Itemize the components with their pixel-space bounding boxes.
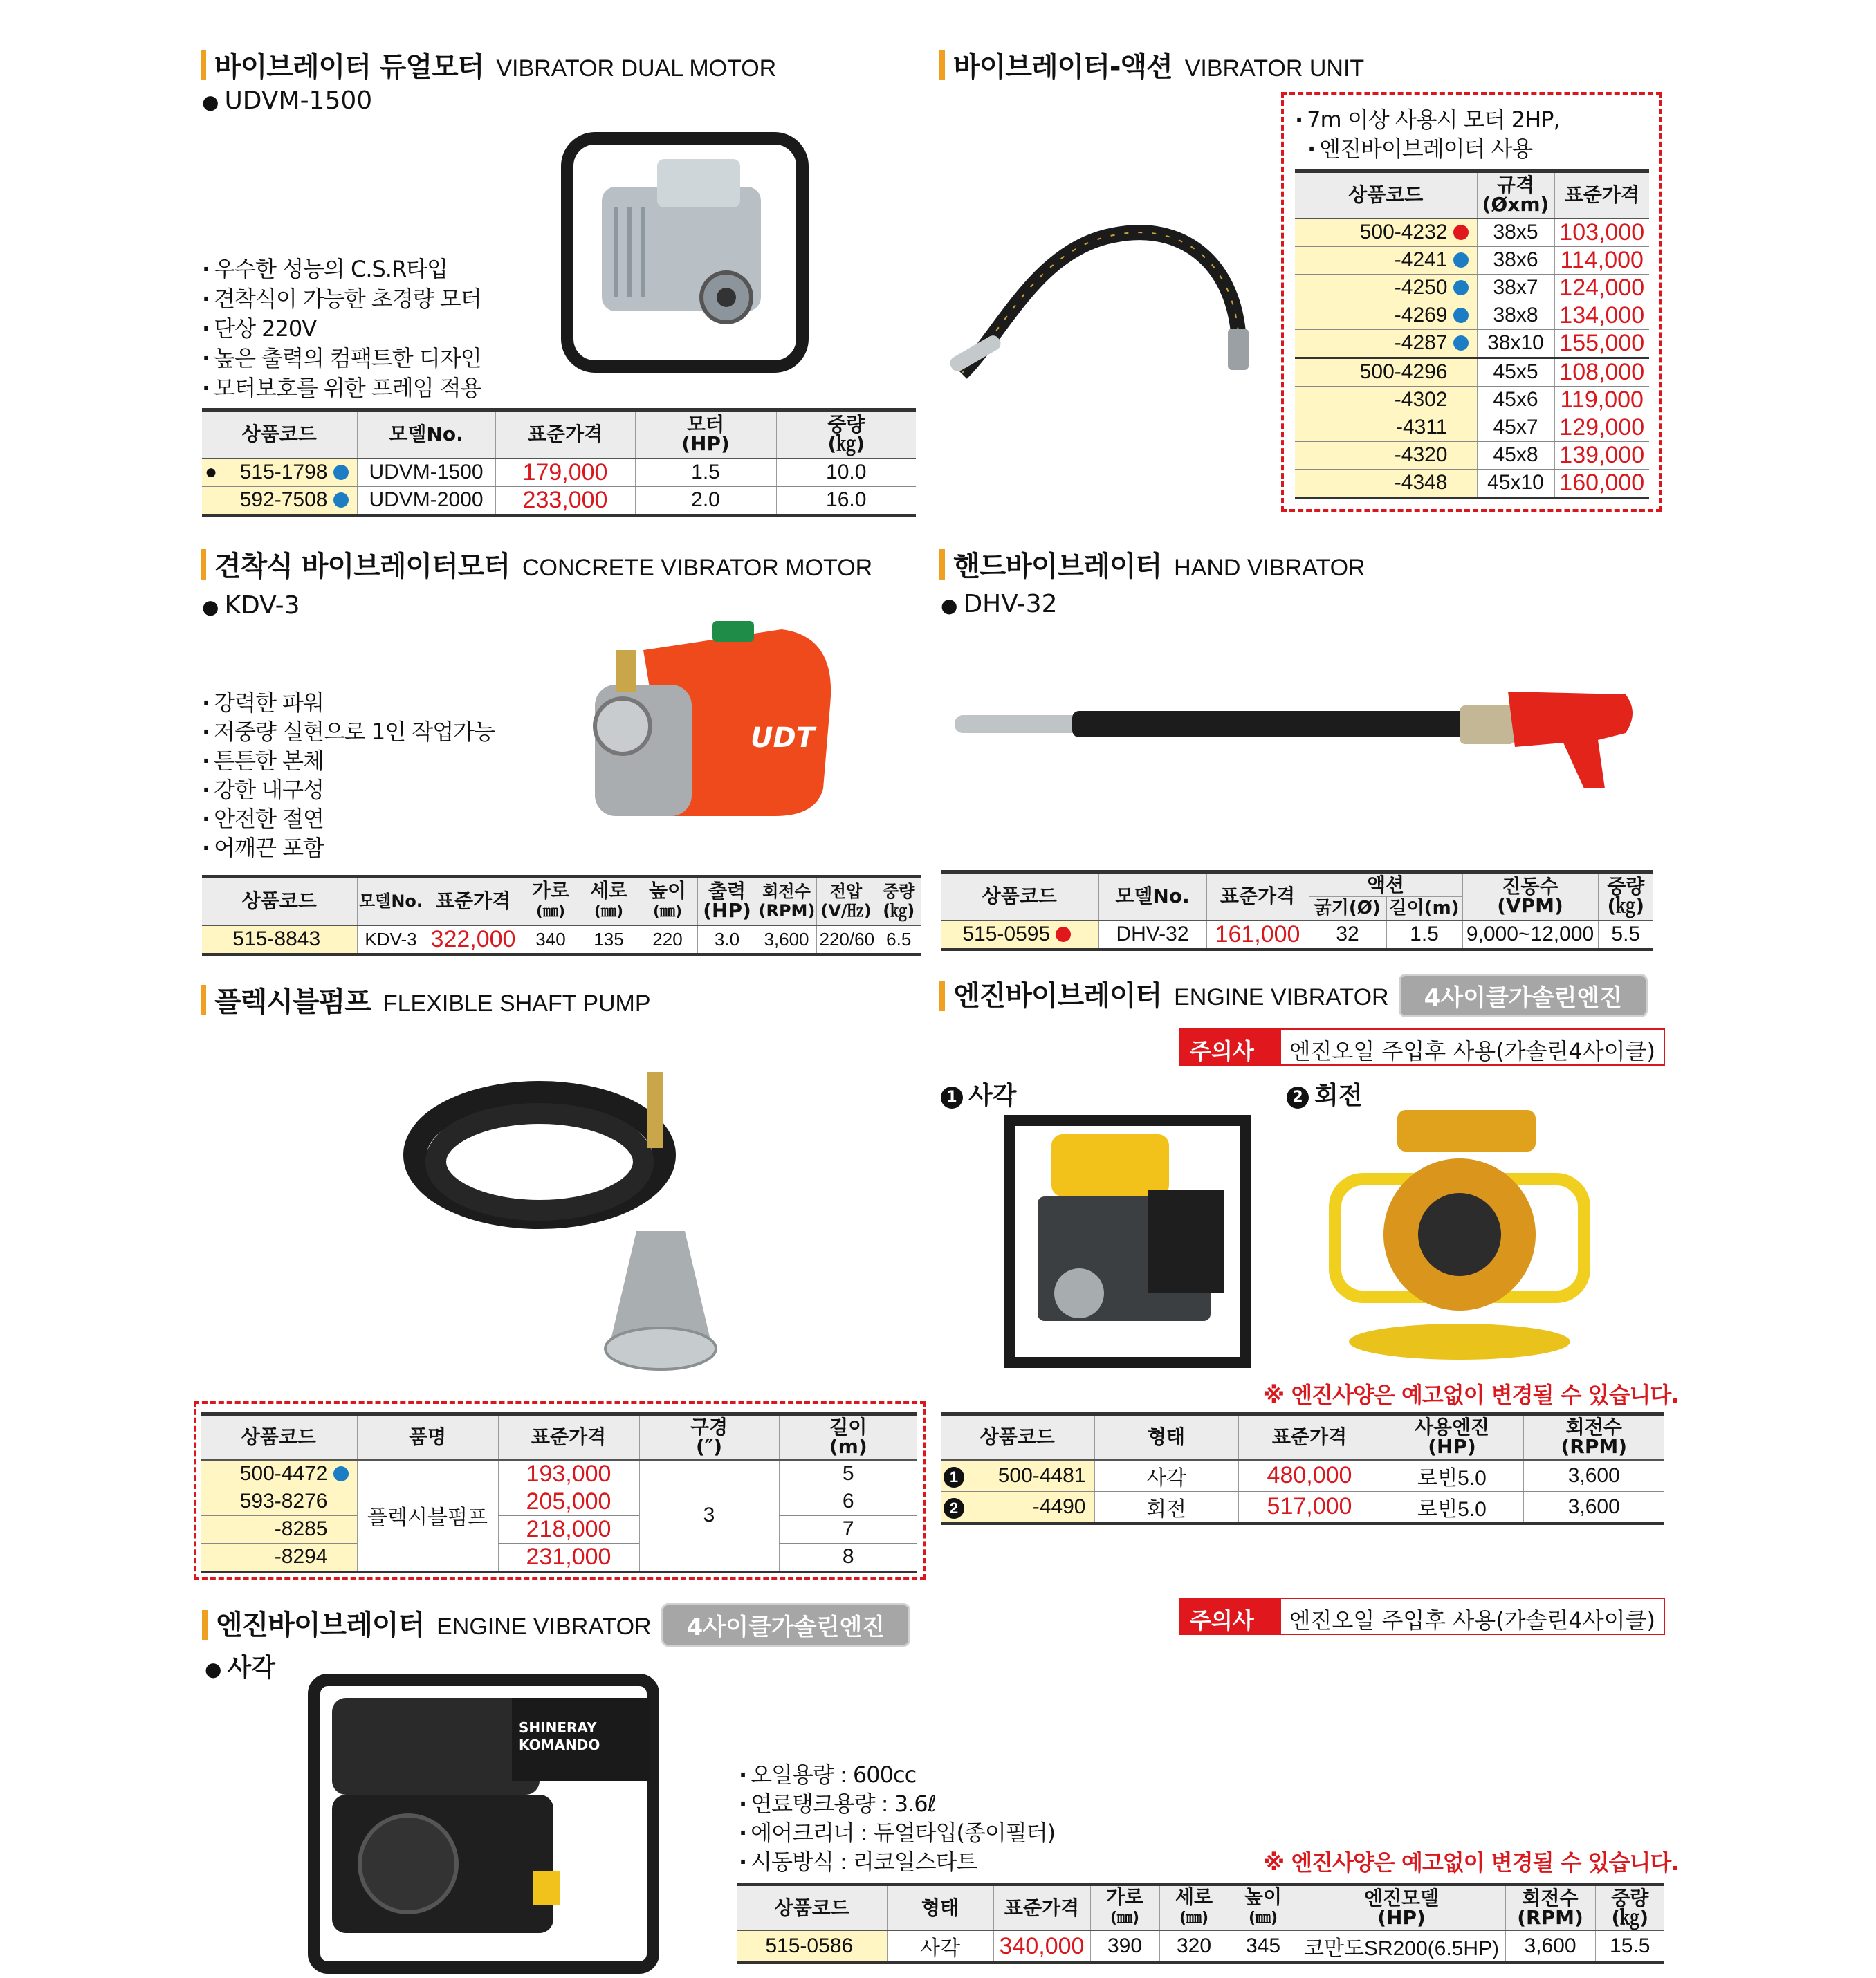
model-cell: KDV-3	[357, 925, 425, 954]
col-header: 길이(m)	[1386, 897, 1462, 921]
weight-cell: 16.0	[776, 486, 916, 515]
product-code: ● 515-1798	[202, 459, 357, 487]
vibrator-unit-table	[1295, 169, 1649, 499]
caution-label: 주의사항	[1180, 1599, 1281, 1634]
col-header: 출력 (HP)	[697, 877, 757, 925]
voltage-cell: 220/60	[816, 925, 876, 954]
col-header: 모델No.	[357, 410, 495, 459]
product-code: -8294	[201, 1543, 357, 1572]
product-code: 515-0595	[941, 921, 1098, 950]
product-code: -4269	[1295, 302, 1477, 329]
col-header: 세로 (㎜)	[580, 877, 638, 925]
col-header: 모델No.	[1098, 872, 1206, 921]
feature-item: · 모터보호를 위한 프레임 적용	[202, 373, 481, 403]
blue-dot-icon	[1453, 252, 1469, 268]
col-header: 모델No.	[357, 877, 425, 925]
engine-vibrator-table	[941, 1412, 1664, 1525]
note-line: · 엔진바이브레이터 사용	[1295, 134, 1560, 163]
depth-cell: 135	[580, 925, 638, 954]
table-row	[1295, 386, 1649, 414]
price-cell: 108,000	[1554, 358, 1649, 386]
spec-change-note: ※ 엔진사양은 예고없이 변경될 수 있습니다.	[1263, 1849, 1679, 1876]
size-cell: 38x10	[1477, 329, 1554, 358]
table-row	[1295, 358, 1649, 386]
price-cell: 160,000	[1554, 469, 1649, 498]
engine-komando-table	[737, 1883, 1664, 1964]
engine-cell: 로빈5.0	[1381, 1460, 1523, 1492]
col-header: 모터 (HP)	[635, 410, 776, 459]
col-header: 세로 (㎜)	[1159, 1885, 1229, 1931]
dual-motor-table	[202, 408, 916, 517]
engine-square-photo	[996, 1086, 1259, 1376]
col-header: 가로 (㎜)	[522, 877, 580, 925]
spec-list	[739, 1760, 1055, 1876]
col-header: 형태	[1094, 1414, 1238, 1460]
variant-label-rotary: 2 회전	[1287, 1076, 1363, 1111]
table-row	[1295, 219, 1649, 247]
size-cell: 45x10	[1477, 469, 1554, 498]
flexible-pump-table	[201, 1412, 917, 1573]
price-cell: 139,000	[1554, 441, 1649, 469]
col-header: 회전수 (RPM)	[757, 877, 816, 925]
col-header: 규격 (Øxm)	[1477, 172, 1554, 219]
table-row	[201, 1543, 917, 1572]
col-header: 높이 (㎜)	[638, 877, 697, 925]
hand-vibrator-photo	[948, 685, 1646, 809]
vpm-cell: 9,000~12,000	[1462, 921, 1598, 950]
col-header: 표준가격	[425, 877, 522, 925]
dual-motor-photo	[553, 124, 816, 387]
depth-cell: 320	[1159, 1930, 1229, 1963]
title-ko: 바이브레이터 듀얼모터	[214, 51, 484, 83]
length-cell: 8	[779, 1543, 917, 1572]
title-en: ENGINE VIBRATOR	[436, 1614, 652, 1640]
price-cell: 124,000	[1554, 274, 1649, 302]
table-row	[201, 1460, 917, 1488]
title-ko: 핸드바이브레이터	[953, 551, 1162, 582]
col-header: 사용엔진 (HP)	[1381, 1414, 1523, 1460]
variant-label-square: 1 사각	[941, 1076, 1017, 1111]
note-line: · 7m 이상 사용시 모터 2HP,	[1295, 105, 1560, 134]
red-dot-icon	[1056, 927, 1071, 942]
height-cell: 220	[638, 925, 697, 954]
feature-item: · 우수한 성능의 C.S.R타입	[202, 255, 481, 284]
price-cell: 480,000	[1238, 1460, 1381, 1492]
size-cell: 38x5	[1477, 219, 1554, 247]
product-code: -4311	[1295, 414, 1477, 441]
concrete-motor-photo	[567, 609, 844, 837]
section-title-vibrator-unit	[939, 45, 1364, 84]
model-cell: DHV-32	[1098, 921, 1206, 950]
flexible-pump-photo	[401, 1058, 726, 1383]
blue-dot-icon	[333, 465, 349, 480]
number-2-icon: 2	[1287, 1087, 1309, 1109]
title-en: ENGINE VIBRATOR	[1174, 984, 1389, 1010]
price-cell: 119,000	[1554, 386, 1649, 414]
product-code: -4287	[1295, 329, 1477, 358]
title-ko: 플렉시블펌프	[214, 986, 371, 1018]
col-header: 상품코드	[941, 872, 1098, 921]
caution-text: 엔진오일 주입후 사용(가솔린4사이클)	[1289, 1038, 1655, 1064]
price-cell: 218,000	[498, 1515, 639, 1543]
type-cell: 사각	[1094, 1460, 1238, 1492]
feature-item: · 어깨끈 포함	[202, 833, 495, 862]
length-cell: 7	[779, 1515, 917, 1543]
title-en: FLEXIBLE SHAFT PUMP	[383, 990, 651, 1017]
length-cell: 5	[779, 1460, 917, 1488]
size-cell: 45x8	[1477, 441, 1554, 469]
product-code: 500-4232	[1295, 219, 1477, 247]
section-title-hand-vibrator	[939, 544, 1365, 584]
title-en: CONCRETE VIBRATOR MOTOR	[522, 555, 873, 581]
rpm-cell: 3,600	[1523, 1460, 1664, 1492]
title-ko: 바이브레이터-액션	[953, 51, 1172, 83]
number-1-icon: 1	[944, 1467, 964, 1488]
feature-item: · 높은 출력의 컴팩트한 디자인	[202, 344, 481, 373]
model-cell: UDVM-2000	[357, 486, 495, 515]
title-accent-bar	[201, 549, 206, 580]
price-cell: 193,000	[498, 1460, 639, 1488]
table-row	[737, 1930, 1664, 1963]
spec-item: · 시동방식 : 리코일스타트	[739, 1847, 1055, 1876]
type-cell: 사각	[887, 1930, 993, 1963]
table-row	[1295, 414, 1649, 441]
title-ko: 견착식 바이브레이터모터	[214, 551, 510, 582]
caution-text: 엔진오일 주입후 사용(가솔린4사이클)	[1289, 1607, 1655, 1634]
shineray-logo: SHINERAY	[519, 1719, 597, 1736]
price-cell: 517,000	[1238, 1491, 1381, 1524]
length-cell: 6	[779, 1488, 917, 1515]
price-cell: 161,000	[1206, 921, 1309, 950]
size-cell: 45x7	[1477, 414, 1554, 441]
size-cell: 38x8	[1477, 302, 1554, 329]
col-header: 회전수 (RPM)	[1523, 1414, 1664, 1460]
feature-item: · 저중량 실현으로 1인 작업가능	[202, 717, 495, 746]
height-cell: 345	[1229, 1930, 1298, 1963]
unit-note	[1295, 105, 1560, 163]
price-cell: 205,000	[498, 1488, 639, 1515]
col-header: 중량 (㎏)	[1595, 1885, 1664, 1931]
rpm-cell: 3,600	[757, 925, 816, 954]
col-header: 표준가격	[1554, 172, 1649, 219]
number-1-icon: 1	[941, 1087, 963, 1109]
title-accent-bar	[939, 50, 945, 80]
spec-item: · 에어크리너 : 듀얼타입(종이필터)	[739, 1818, 1055, 1847]
size-cell: 38x6	[1477, 246, 1554, 274]
col-header: 형태	[887, 1885, 993, 1931]
udt-logo: UDT	[751, 722, 815, 754]
col-header: 상품코드	[202, 410, 357, 459]
feature-item: · 견착식이 가능한 초경량 모터	[202, 284, 481, 314]
table-row	[1295, 246, 1649, 274]
rpm-cell: 3,600	[1505, 1930, 1595, 1963]
caution-label: 주의사항	[1180, 1030, 1281, 1064]
price-cell: 322,000	[425, 925, 522, 954]
table-row	[202, 459, 916, 487]
section-title-engine-vibrator	[939, 974, 1648, 1017]
product-code: -4348	[1295, 469, 1477, 498]
title-ko: 엔진바이브레이터	[216, 1609, 425, 1641]
width-cell: 340	[522, 925, 580, 954]
product-code: 500-4296	[1295, 358, 1477, 386]
feature-item: · 안전한 절연	[202, 804, 495, 833]
price-cell: 103,000	[1554, 219, 1649, 247]
model-label: ● DHV-32	[941, 590, 1058, 618]
title-ko: 엔진바이브레이터	[953, 980, 1162, 1012]
col-header: 표준가격	[495, 410, 635, 459]
model-cell: UDVM-1500	[357, 459, 495, 487]
title-accent-bar	[201, 50, 206, 80]
output-cell: 3.0	[697, 925, 757, 954]
product-code: 2 -4490	[941, 1491, 1094, 1524]
col-header: 중량 (㎏)	[776, 410, 916, 459]
weight-cell: 6.5	[876, 925, 921, 954]
engine-model-cell: 코만도SR200(6.5HP)	[1298, 1930, 1505, 1963]
section-title-dual-motor	[201, 45, 776, 84]
product-code: 500-4472	[201, 1460, 357, 1488]
col-header: 상품코드	[737, 1885, 887, 1931]
diameter-cell: 32	[1309, 921, 1386, 950]
model-label: ● UDVM-1500	[202, 86, 372, 115]
weight-cell: 5.5	[1598, 921, 1653, 950]
col-header: 표준가격	[1238, 1414, 1381, 1460]
weight-cell: 10.0	[776, 459, 916, 487]
model-label: ● 사각	[205, 1648, 275, 1683]
table-row	[201, 1515, 917, 1543]
feature-item: · 강력한 파워	[202, 688, 495, 717]
col-header: 회전수 (RPM)	[1505, 1885, 1595, 1931]
blue-dot-icon	[1453, 335, 1469, 351]
price-cell: 233,000	[495, 486, 635, 515]
title-en: VIBRATOR DUAL MOTOR	[496, 55, 777, 82]
size-cell: 45x5	[1477, 358, 1554, 386]
komando-logo: KOMANDO	[519, 1737, 600, 1753]
feature-item: · 튼튼한 본체	[202, 746, 495, 775]
title-accent-bar	[201, 985, 206, 1015]
product-code: -4241	[1295, 246, 1477, 274]
col-header: 상품코드	[1295, 172, 1477, 219]
product-code: -4302	[1295, 386, 1477, 414]
table-row	[1295, 469, 1649, 498]
title-accent-bar	[939, 981, 945, 1011]
weight-cell: 15.5	[1595, 1930, 1664, 1963]
table-row	[201, 1488, 917, 1515]
feature-list	[202, 688, 495, 862]
blue-dot-icon	[333, 1466, 349, 1481]
blue-dot-icon	[333, 492, 349, 508]
product-code: -8285	[201, 1515, 357, 1543]
table-row	[1295, 302, 1649, 329]
col-header: 길이 (m)	[779, 1414, 917, 1460]
price-cell: 155,000	[1554, 329, 1649, 358]
rpm-cell: 3,600	[1523, 1491, 1664, 1524]
col-header: 품명	[357, 1414, 498, 1460]
vibrator-hose-photo	[934, 207, 1280, 394]
feature-item: · 단상 220V	[202, 314, 481, 344]
size-cell: 38x7	[1477, 274, 1554, 302]
motor-cell: 2.0	[635, 486, 776, 515]
price-cell: 114,000	[1554, 246, 1649, 274]
engine-type-badge: 4사이클가솔린엔진	[1399, 974, 1648, 1017]
table-row	[1295, 274, 1649, 302]
price-cell: 129,000	[1554, 414, 1649, 441]
title-accent-bar	[939, 549, 945, 580]
table-row	[941, 921, 1653, 950]
col-header: 표준가격	[1206, 872, 1309, 921]
length-cell: 1.5	[1386, 921, 1462, 950]
red-dot-icon	[1453, 225, 1469, 240]
col-header: 가로 (㎜)	[1090, 1885, 1159, 1931]
engine-komando-photo	[304, 1670, 664, 1978]
col-header: 중량 (㎏)	[876, 877, 921, 925]
product-code: -4250	[1295, 274, 1477, 302]
col-header: 중량 (㎏)	[1598, 872, 1653, 921]
price-cell: 231,000	[498, 1543, 639, 1572]
feature-list	[202, 255, 481, 403]
price-cell: 179,000	[495, 459, 635, 487]
product-code: 1 500-4481	[941, 1460, 1094, 1492]
spec-change-note: ※ 엔진사양은 예고없이 변경될 수 있습니다.	[1263, 1382, 1679, 1408]
table-row	[941, 1460, 1664, 1492]
table-row	[1295, 329, 1649, 358]
table-row	[1295, 441, 1649, 469]
product-code: -4320	[1295, 441, 1477, 469]
col-header: 구경 (″)	[639, 1414, 779, 1460]
col-header: 상품코드	[202, 877, 357, 925]
col-header-group: 액션	[1309, 872, 1462, 897]
motor-cell: 1.5	[635, 459, 776, 487]
concrete-motor-table	[202, 875, 921, 956]
col-header: 높이 (㎜)	[1229, 1885, 1298, 1931]
product-code: 592-7508	[202, 486, 357, 515]
model-label: ● KDV-3	[202, 591, 300, 620]
col-header: 전압 (V/㎐)	[816, 877, 876, 925]
product-code: 593-8276	[201, 1488, 357, 1515]
col-header: 상품코드	[941, 1414, 1094, 1460]
section-title-concrete-motor	[201, 544, 872, 584]
col-header: 엔진모델 (HP)	[1298, 1885, 1505, 1931]
width-cell: 390	[1090, 1930, 1159, 1963]
title-accent-bar	[202, 1610, 208, 1640]
product-name-cell: 플렉시블펌프	[357, 1460, 498, 1572]
col-header: 표준가격	[993, 1885, 1090, 1931]
price-cell: 340,000	[993, 1930, 1090, 1963]
engine-rotary-photo	[1321, 1096, 1598, 1373]
feature-item: · 강한 내구성	[202, 775, 495, 804]
title-en: HAND VIBRATOR	[1174, 555, 1365, 581]
title-en: VIBRATOR UNIT	[1184, 55, 1365, 82]
spec-item: · 연료탱크용량 : 3.6ℓ	[739, 1789, 1055, 1818]
col-header: 진동수 (VPM)	[1462, 872, 1598, 921]
blue-dot-icon	[1453, 308, 1469, 323]
size-cell: 45x6	[1477, 386, 1554, 414]
table-row	[202, 925, 921, 954]
number-2-icon: 2	[944, 1498, 964, 1519]
col-header: 굵기(Ø)	[1309, 897, 1386, 921]
blue-dot-icon	[1453, 280, 1469, 295]
col-header: 상품코드	[201, 1414, 357, 1460]
table-row	[941, 1491, 1664, 1524]
caution-box	[1179, 1598, 1665, 1665]
section-title-engine-vibrator-2	[202, 1603, 910, 1647]
price-cell: 134,000	[1554, 302, 1649, 329]
hand-vibrator-table	[941, 870, 1653, 951]
type-cell: 회전	[1094, 1491, 1238, 1524]
engine-cell: 로빈5.0	[1381, 1491, 1523, 1524]
spec-item: · 오일용량 : 600cc	[739, 1760, 1055, 1789]
product-code: 515-8843	[202, 925, 357, 954]
engine-type-badge: 4사이클가솔린엔진	[661, 1603, 910, 1647]
section-title-flexible-pump	[201, 980, 651, 1019]
product-code: 515-0586	[737, 1930, 887, 1963]
bore-cell: 3	[639, 1460, 779, 1572]
table-row	[202, 486, 916, 515]
col-header: 표준가격	[498, 1414, 639, 1460]
